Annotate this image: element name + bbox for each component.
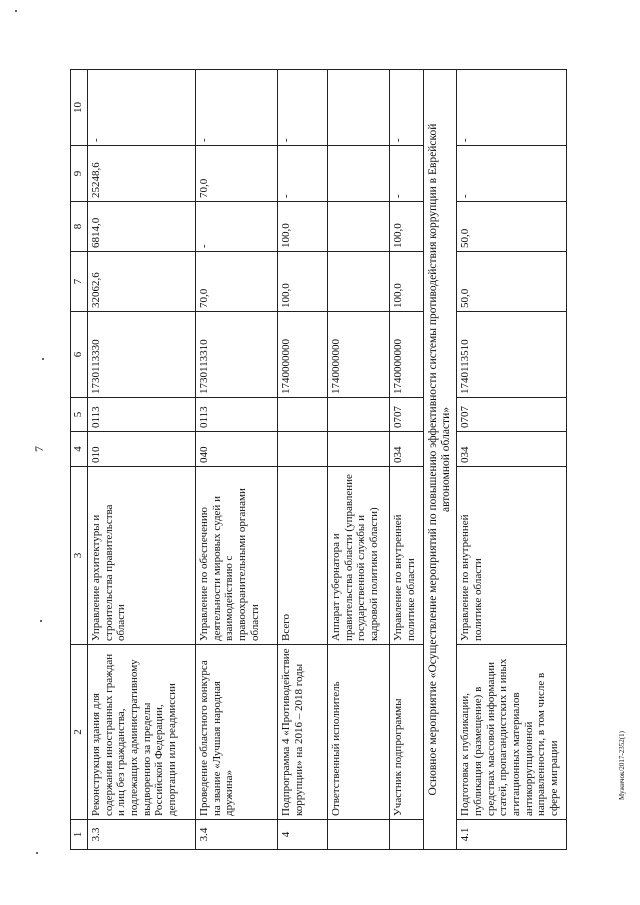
row-cell: 1740000000 xyxy=(328,312,390,398)
header-cell: 2 xyxy=(71,645,88,820)
scan-speck xyxy=(42,358,44,360)
row-cell xyxy=(328,252,390,312)
row-number xyxy=(328,820,390,850)
row-number xyxy=(390,820,424,850)
row-cell: - xyxy=(196,202,278,252)
row-cell: - xyxy=(390,146,424,202)
header-cell: 5 xyxy=(71,398,88,432)
row-name: Подпрограмма 4 «Противодействие коррупции» на 2016 – 2018 годы xyxy=(278,645,328,820)
row-cell: 0707 xyxy=(457,398,567,432)
scan-speck xyxy=(15,10,17,12)
table-row xyxy=(278,70,328,850)
row-number: 4 xyxy=(278,820,328,850)
footer-code: Мужичок/2017-2352(1) xyxy=(618,731,626,800)
row-name: Реконструкция здания для содержания иностранных граждан и лиц без гражданства, подлежащих административному выдворению за пределы Российской Федерации, депортации или реадмиссии xyxy=(88,645,196,820)
row-cell: 50,0 xyxy=(457,202,567,252)
row-cell: 32062,6 xyxy=(88,252,196,312)
row-cell: 25248,6 xyxy=(88,146,196,202)
row-cell: 1740113510 xyxy=(457,312,567,398)
header-cell: 10 xyxy=(71,70,88,146)
row-cell: 70,0 xyxy=(196,146,278,202)
row-cell: 1740000000 xyxy=(278,312,328,398)
header-cell: 9 xyxy=(71,146,88,202)
row-cell xyxy=(328,146,390,202)
row-number: 3.3 xyxy=(88,820,196,850)
section-heading-row xyxy=(424,70,457,850)
row-cell: - xyxy=(457,146,567,202)
header-cell: 7 xyxy=(71,252,88,312)
row-cell: - xyxy=(196,70,278,146)
row-cell: 040 xyxy=(196,432,278,467)
header-row xyxy=(71,70,88,850)
row-cell: 034 xyxy=(390,432,424,467)
row-cell: 70,0 xyxy=(196,252,278,312)
row-executor: Управление по внутренней политике области xyxy=(457,467,567,645)
row-executor: Всего xyxy=(278,467,328,645)
rotated-table-container xyxy=(70,70,620,850)
row-cell xyxy=(278,398,328,432)
table-row xyxy=(390,70,424,850)
row-executor: Управление по внутренней политике области xyxy=(390,467,424,645)
row-cell xyxy=(328,432,390,467)
row-number: 4.1 xyxy=(457,820,567,850)
header-cell: 8 xyxy=(71,202,88,252)
row-cell: - xyxy=(457,70,567,146)
page-number: 7 xyxy=(32,446,46,452)
row-name: Подготовка к публикации, публикация (размещение) в средствах массовой информации статей, пропагандистских и иных агитационных материалов антикоррупционной направленности, в том числе в сфере миграции xyxy=(457,645,567,820)
row-cell: 0707 xyxy=(390,398,424,432)
header-cell: 6 xyxy=(71,312,88,398)
budget-table xyxy=(70,69,567,850)
row-executor: Управление архитектуры и строительства правительства области xyxy=(88,467,196,645)
row-cell: 100,0 xyxy=(390,202,424,252)
row-cell: 1730113330 xyxy=(88,312,196,398)
header-cell: 1 xyxy=(71,820,88,850)
row-cell xyxy=(328,70,390,146)
table-row xyxy=(457,70,567,850)
row-cell: 0113 xyxy=(196,398,278,432)
scan-speck xyxy=(40,620,42,622)
row-name: Участник подпрограммы xyxy=(390,645,424,820)
header-cell: 4 xyxy=(71,432,88,467)
table-row xyxy=(328,70,390,850)
row-executor: Аппарат губернатора и правительства области (управление государственной службы и кадровой политики области) xyxy=(328,467,390,645)
table-row xyxy=(196,70,278,850)
row-cell: 1740000000 xyxy=(390,312,424,398)
section-heading: Основное мероприятие «Осуществление мероприятий по повышению эффективности системы противодействия коррупции в Еврейской автономной области» xyxy=(424,70,457,850)
row-cell: - xyxy=(278,146,328,202)
row-cell: - xyxy=(278,70,328,146)
row-cell: 100,0 xyxy=(278,202,328,252)
row-cell: 1730113310 xyxy=(196,312,278,398)
row-cell: - xyxy=(390,70,424,146)
row-cell: 034 xyxy=(457,432,567,467)
table-row xyxy=(88,70,196,850)
row-cell xyxy=(328,398,390,432)
row-cell: 50,0 xyxy=(457,252,567,312)
scan-speck xyxy=(36,852,38,854)
row-name: Проведение областного конкурса на звание «Лучшая народная дружина» xyxy=(196,645,278,820)
row-cell: 010 xyxy=(88,432,196,467)
row-executor: Управление по обеспечению деятельности мировых судей и взаимодействию с правоохранительными органами области xyxy=(196,467,278,645)
row-cell xyxy=(328,202,390,252)
row-number: 3.4 xyxy=(196,820,278,850)
row-cell: 100,0 xyxy=(278,252,328,312)
row-name: Ответственный исполнитель xyxy=(328,645,390,820)
row-cell: 6814,0 xyxy=(88,202,196,252)
row-cell xyxy=(278,432,328,467)
header-cell: 3 xyxy=(71,467,88,645)
row-cell: 0113 xyxy=(88,398,196,432)
row-cell: 100,0 xyxy=(390,252,424,312)
row-cell: - xyxy=(88,70,196,146)
